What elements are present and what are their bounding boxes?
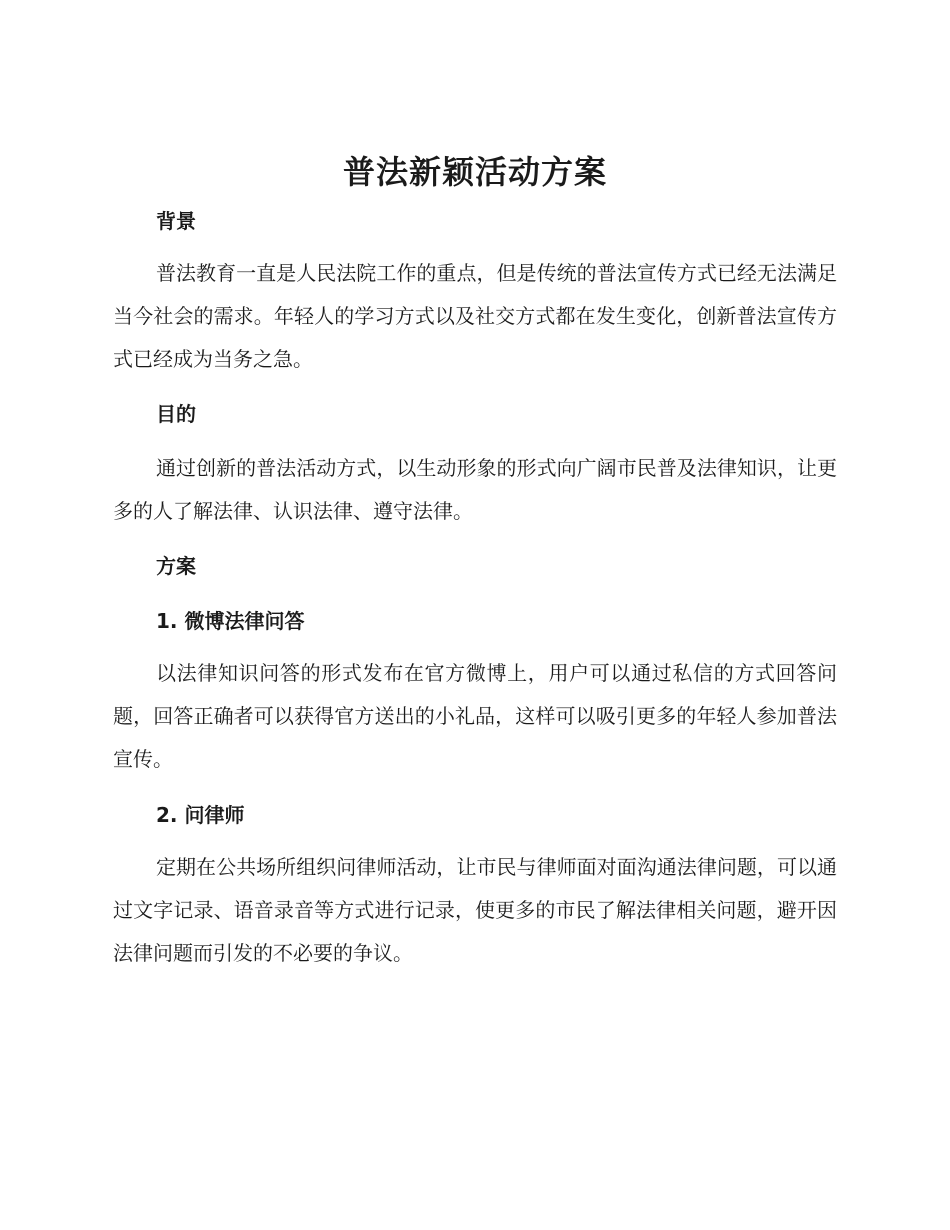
section-paragraph-ask-lawyer: 定期在公共场所组织问律师活动，让市民与律师面对面沟通法律问题，可以通过文字记录、语音录音等方式进行记录，使更多的市民了解法律相关问题，避开因法律问题而引发的不必要的争议。 [113, 855, 837, 965]
section-paragraph-purpose: 通过创新的普法活动方式，以生动形象的形式向广阔市民普及法律知识，让更多的人了解法律、认识法律、遵守法律。 [113, 456, 837, 523]
section-paragraph-background: 普法教育一直是人民法院工作的重点，但是传统的普法宣传方式已经无法满足当今社会的需求。年轻人的学习方式以及社交方式都在发生变化，创新普法宣传方式已经成为当务之急。 [113, 261, 837, 371]
section-heading-plan: 方案 [156, 554, 196, 578]
section-heading-ask-lawyer: 2. 问律师 [156, 803, 245, 827]
section-heading-purpose: 目的 [156, 402, 196, 426]
section-heading-background: 背景 [156, 209, 196, 233]
section-heading-weibo-qa: 1. 微博法律问答 [156, 609, 305, 633]
section-paragraph-weibo-qa: 以法律知识问答的形式发布在官方微博上，用户可以通过私信的方式回答问题，回答正确者可以获得官方送出的小礼品，这样可以吸引更多的年轻人参加普法宣传。 [113, 661, 837, 771]
document-title: 普法新颖活动方案 [342, 153, 607, 191]
